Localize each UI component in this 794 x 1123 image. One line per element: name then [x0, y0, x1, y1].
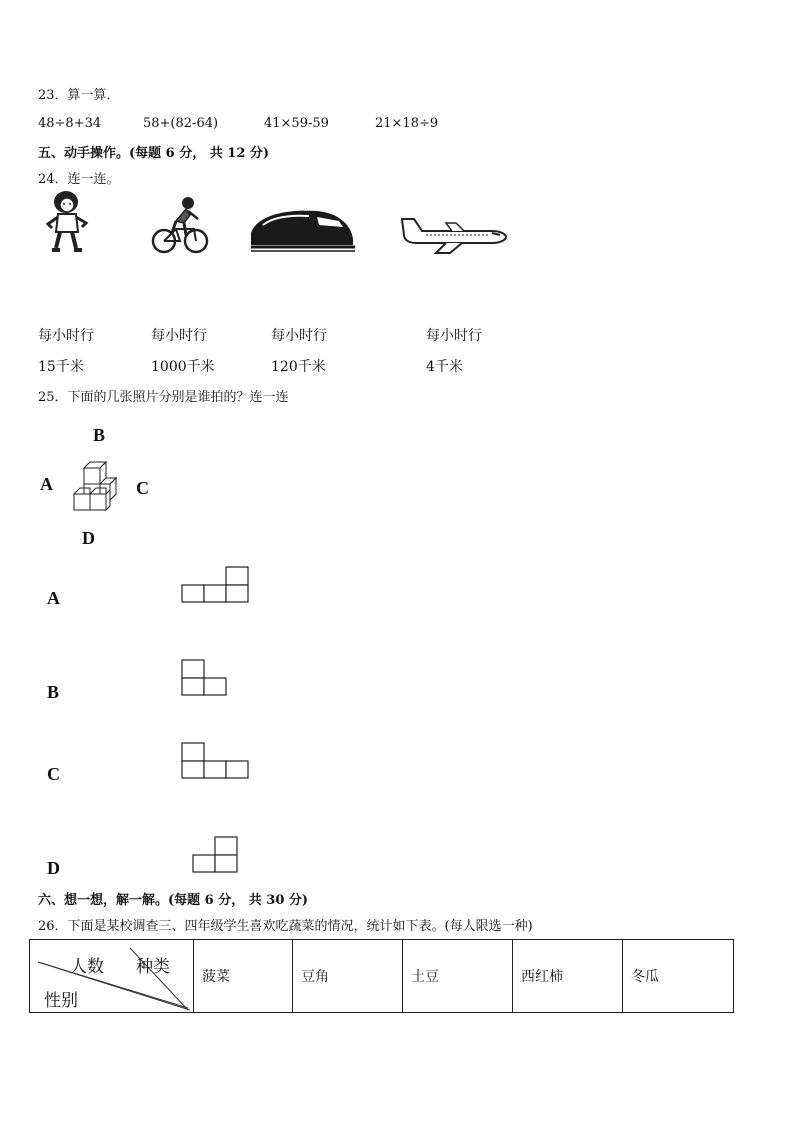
- view-label-b: B: [47, 682, 60, 702]
- q24-title: 24．连一连。: [38, 172, 120, 187]
- section-6-title: 六、想一想，解一解。(每题 6 分， 共 30 分): [38, 893, 309, 908]
- column-tomato: 西红柿: [513, 940, 623, 1013]
- direction-label-bottom: D: [82, 528, 95, 548]
- cyclist-picture: [150, 193, 210, 255]
- q26-title: 26．下面是某校调查三、四年级学生喜欢吃蔬菜的情况，统计如下表。(每人限选一种): [38, 919, 533, 934]
- airplane-picture: [396, 213, 508, 255]
- q23-title: 23．算一算．: [38, 88, 120, 103]
- direction-label-right: C: [136, 478, 149, 498]
- speed-label-2: 每小时行: [151, 328, 207, 344]
- speed-label-1: 每小时行: [38, 328, 94, 344]
- view-a-squares: [181, 566, 249, 603]
- view-d-squares: [192, 836, 238, 873]
- header-zhonglei: 种类: [136, 957, 170, 977]
- view-label-d: D: [47, 858, 60, 878]
- q23-expression-2: 58+(82-64): [143, 116, 219, 131]
- view-label-a: A: [47, 588, 60, 608]
- q25-title: 25．下面的几张照片分别是谁拍的？连一连: [38, 390, 289, 405]
- walking-person-picture: [44, 190, 94, 254]
- speed-value-1: 15千米: [38, 359, 84, 375]
- speed-value-3: 120千米: [271, 359, 326, 375]
- section-5-title: 五、动手操作。(每题 6 分， 共 12 分): [38, 146, 270, 161]
- high-speed-train-picture: [247, 205, 357, 253]
- speed-label-4: 每小时行: [426, 328, 482, 344]
- table-row: [30, 940, 734, 1013]
- q23-expression-1: 48÷8+34: [38, 116, 102, 131]
- vegetable-table: [29, 939, 734, 1013]
- speed-value-2: 1000千米: [151, 359, 215, 375]
- column-potato: 土豆: [403, 940, 513, 1013]
- view-label-c: C: [47, 764, 60, 784]
- q23-expression-4: 21×18÷9: [375, 116, 439, 131]
- direction-label-left: A: [40, 474, 53, 494]
- speed-label-3: 每小时行: [271, 328, 327, 344]
- q23-expression-3: 41×59-59: [264, 116, 329, 131]
- header-xingbie: 性别: [44, 991, 78, 1011]
- cube-arrangement-figure: [72, 460, 122, 514]
- column-spinach: 菠菜: [194, 940, 293, 1013]
- view-b-squares: [181, 659, 227, 696]
- column-green-beans: 豆角: [293, 940, 403, 1013]
- direction-label-top: B: [93, 425, 106, 445]
- speed-value-4: 4千米: [426, 359, 463, 375]
- header-renshu: 人数: [70, 957, 104, 977]
- table-header-cell: [30, 940, 194, 1013]
- view-c-squares: [181, 742, 249, 779]
- column-winter-melon: 冬瓜: [623, 940, 734, 1013]
